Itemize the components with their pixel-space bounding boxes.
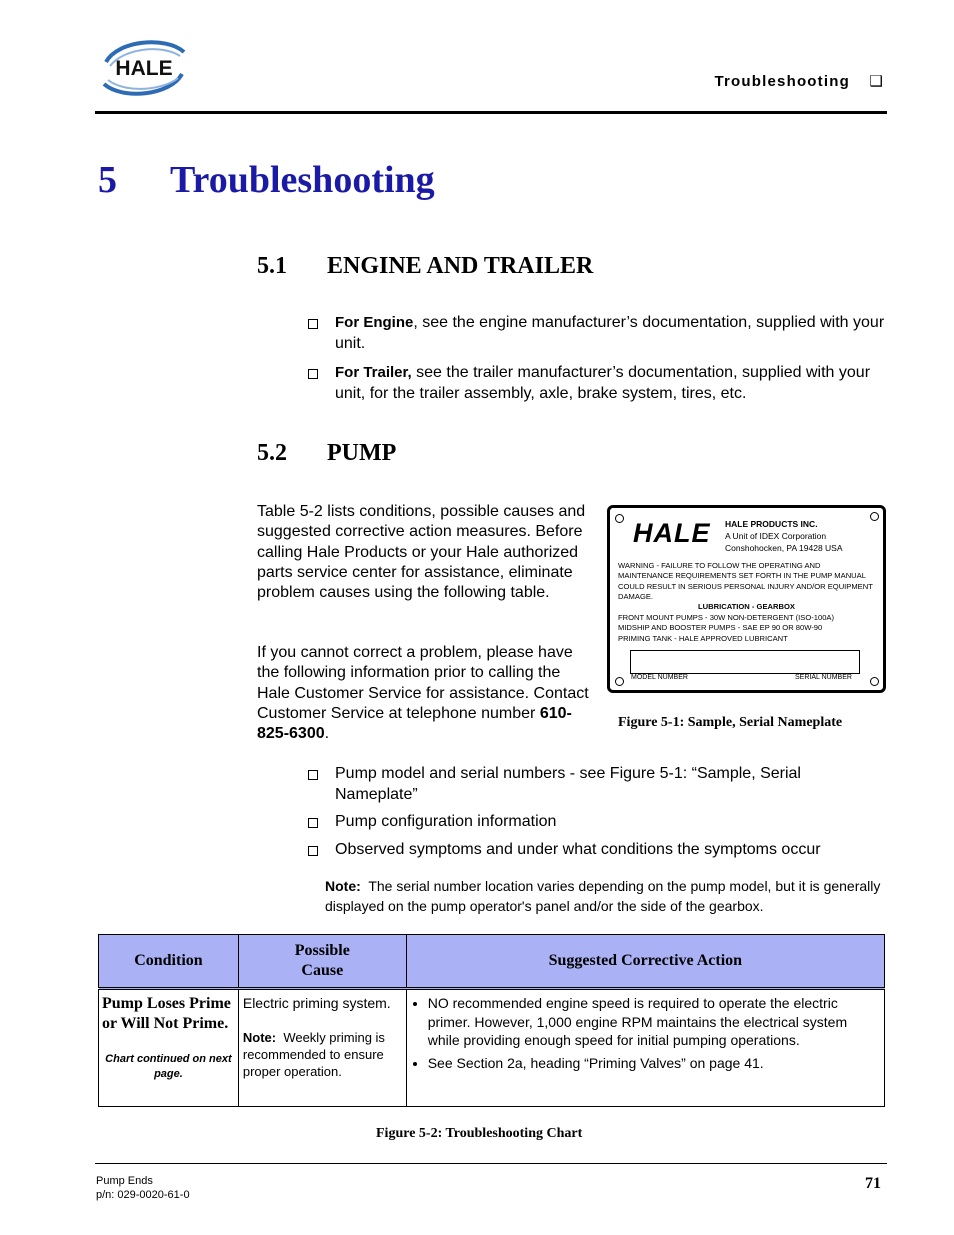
section-2-number: 5.2 (257, 440, 287, 466)
chapter-number: 5 (98, 159, 117, 201)
info-bullet-model-text: Pump model and serial numbers - see Figure 5-1: “Sample, Serial Nameplate” (335, 765, 801, 803)
header-rule (95, 111, 887, 114)
bullet-box-icon (308, 846, 318, 856)
info-bullet-config (335, 812, 887, 833)
condition-cell (99, 989, 239, 1107)
figure-2-caption: Figure 5-2: Troubleshooting Chart (376, 1126, 583, 1141)
nameplate-lube-3: PRIMING TANK - HALE APPROVED LUBRICANT (618, 633, 788, 643)
table-header-row (99, 935, 885, 989)
nameplate-serial-label: SERIAL NUMBER (795, 674, 852, 681)
bullet-engine-lead: For Engine (335, 314, 414, 331)
screw-hole-icon (870, 677, 879, 686)
serial-location-note (325, 877, 890, 916)
nameplate-company-block (725, 518, 843, 554)
condition-text: Pump Loses Prime or Will Not Prime. (102, 995, 231, 1032)
nameplate-lube-heading: LUBRICATION - GEARBOX (698, 602, 795, 611)
troubleshooting-table (98, 934, 885, 1107)
note-text: The serial number location varies depending on the pump model, but it is generally displayed on the pump operator's panel and/or the side of the gearbox. (325, 878, 881, 914)
info-bullet-symptoms (335, 840, 887, 861)
cause-note-text: Weekly priming is recommended to ensure proper operation. (242, 1030, 385, 1079)
page-number: 71 (865, 1175, 881, 1192)
condition-continued-note: Chart continued on next page. (105, 1053, 232, 1080)
running-header-marker: ❑ (869, 73, 884, 90)
section-1-number: 5.1 (257, 253, 287, 279)
cause-cell (238, 989, 406, 1107)
bullet-box-icon (308, 369, 318, 379)
col-header-action: Suggested Corrective Action (406, 935, 884, 989)
footer-part-number: p/n: 029-0020-61-0 (96, 1189, 190, 1201)
action-item: • NO recommended engine speed is required to operate the electric primer. However, 1,000 engine RPM maintains the electrical system while providing enough speed for initial pumping operations. (428, 994, 880, 1050)
screw-hole-icon (615, 677, 624, 686)
nameplate-unit-of: A Unit of IDEX Corporation (725, 531, 827, 541)
footer-rule (95, 1163, 887, 1164)
bullet-trailer-text: see the trailer manufacturer’s documentation, supplied with your unit, for the trailer assembly, axle, brake system, tires, etc. (335, 364, 871, 402)
bullet-box-icon (308, 770, 318, 780)
nameplate-model-label: MODEL NUMBER (631, 674, 688, 681)
action-item: • See Section 2a, heading “Priming Valves” on page 41. (428, 1054, 880, 1073)
logo-wordmark: HALE (115, 57, 173, 80)
bullet-engine (335, 313, 887, 354)
col-header-condition: Condition (99, 935, 239, 989)
cause-note (243, 1029, 402, 1080)
nameplate-lube-list (618, 613, 880, 644)
section-2-title: PUMP (327, 440, 397, 466)
nameplate-company: HALE PRODUCTS INC. (725, 519, 818, 529)
bullet-box-icon (308, 818, 318, 828)
note-label: Note: (325, 878, 361, 894)
chapter-title: Troubleshooting (170, 159, 435, 201)
nameplate-brand: HALE (633, 518, 711, 548)
action-cell (406, 989, 884, 1107)
nameplate-lube-2: MIDSHIP AND BOOSTER PUMPS - SAE EP 90 OR 80W-90 (618, 623, 823, 633)
footer-doc-title: Pump Ends (96, 1175, 153, 1187)
pump-intro-paragraph: Table 5-2 lists conditions, possible causes and suggested corrective action measures. Before calling Hale Products or your Hale authorized parts service center for assistance, eliminate problem causes using the following table. (257, 503, 586, 602)
action-list (411, 994, 880, 1072)
info-bullet-model (335, 764, 887, 805)
section-1-title: ENGINE AND TRAILER (327, 253, 594, 279)
cause-text: Electric priming system. (242, 995, 391, 1011)
bullet-trailer-lead: For Trailer, (335, 364, 412, 381)
customer-service-text: If you cannot correct a problem, please have the following information prior to calling the Hale Customer Service for assistance. Contact Customer Service at telephone number (257, 644, 589, 722)
bullet-trailer (335, 363, 887, 404)
hale-logo (96, 36, 192, 100)
nameplate-address: Conshohocken, PA 19428 USA (725, 543, 843, 553)
info-bullet-config-text: Pump configuration information (335, 813, 557, 830)
nameplate-lube-1: FRONT MOUNT PUMPS - 30W NON-DETERGENT (ISO-100A) (618, 613, 835, 622)
bullet-box-icon (308, 319, 318, 329)
screw-hole-icon (615, 514, 624, 523)
running-header (714, 72, 884, 90)
phone-number: 610-825-6300 (257, 704, 572, 743)
running-header-label: Troubleshooting (714, 73, 850, 90)
nameplate-warning: WARNING - FAILURE TO FOLLOW THE OPERATING AND MAINTENANCE REQUIREMENTS SET FORTH IN THE PUMP MANUAL COULD RESULT IN SERIOUS PERSONAL INJURY AND/OR EQUIPMENT DAMAGE. (618, 561, 873, 602)
col-header-cause-text: Possible Cause (294, 942, 350, 979)
customer-service-end: . (324, 725, 330, 743)
table-row (99, 989, 885, 1107)
cause-note-label: Note: (242, 1030, 277, 1045)
serial-nameplate-figure (607, 505, 886, 693)
customer-service-paragraph (257, 643, 597, 744)
col-header-cause (238, 935, 406, 989)
figure-1-caption: Figure 5-1: Sample, Serial Nameplate (618, 715, 843, 730)
bullet-engine-text: , see the engine manufacturer’s documentation, supplied with your unit. (335, 314, 885, 352)
nameplate-number-box (630, 650, 860, 674)
screw-hole-icon (870, 512, 879, 521)
info-bullet-symptoms-text: Observed symptoms and under what conditions the symptoms occur (335, 841, 821, 858)
